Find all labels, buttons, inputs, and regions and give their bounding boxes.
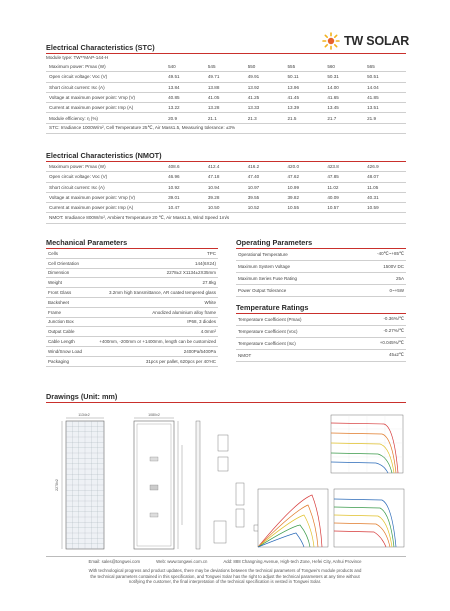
cell-value: 560 — [326, 62, 366, 72]
param-row — [236, 285, 406, 297]
param-key: Operational Temperature — [238, 251, 288, 257]
cell-value: 41.05 — [207, 92, 247, 102]
param-key: Weight — [48, 280, 62, 286]
cell-value: 50.51 — [366, 72, 406, 82]
param-row — [46, 259, 218, 269]
operating-title: Operating Parameters — [236, 238, 313, 247]
cell-value: 21.1 — [207, 113, 247, 123]
cell-value: 47.18 — [207, 172, 247, 182]
param-value: 4.0mm² — [200, 329, 216, 335]
cell-value: 426.9 — [366, 162, 406, 172]
table-row — [46, 82, 406, 92]
param-value: 25A — [395, 275, 404, 281]
param-key: Cells — [48, 250, 59, 256]
table-row — [46, 72, 406, 82]
cell-value: 21.9 — [366, 113, 406, 123]
cell-value: 565 — [366, 62, 406, 72]
table-row — [46, 203, 406, 213]
cell-value: 20.9 — [167, 113, 207, 123]
cell-value: 10.97 — [247, 182, 287, 192]
disclaimer-line: With technological progress and product updates, there may be deviations between the technical parameters of Tongwei's module products and — [88, 568, 362, 573]
cell-value: 408.6 — [167, 162, 207, 172]
param-row — [46, 327, 218, 337]
param-row — [46, 249, 218, 259]
param-value: 31pcs per pallet, 620pcs per 40'HC — [145, 358, 216, 364]
cell-value: 13.96 — [287, 82, 327, 92]
param-key: Junction Box — [48, 319, 74, 325]
param-key: Temperature Coefficient (Voc) — [238, 328, 298, 334]
iv-curve-chart-top — [331, 415, 403, 473]
stc-rule — [46, 53, 406, 54]
module-back-view — [134, 413, 182, 549]
disclaimer-line: notifying the customer, the final interpretation of the technical specification is vested in Tongwei Solar. — [128, 579, 322, 585]
param-key: Cable Length — [48, 339, 75, 345]
cell-value: 13.33 — [247, 103, 287, 113]
cell-value: 13.88 — [207, 82, 247, 92]
param-key: Cell Orientation — [48, 260, 80, 266]
table-note: NMOT: Irradiance 800W/m², Ambient Temperature 20 ℃, Air Mass1.5, Wind Speed 1m/s — [46, 213, 406, 223]
param-value: 27.8kg — [202, 280, 216, 286]
param-value: +0.045%/℃ — [379, 340, 404, 346]
cell-value: 39.28 — [207, 192, 247, 202]
param-row — [236, 261, 406, 273]
param-row — [236, 273, 406, 285]
cell-value: 41.65 — [326, 92, 366, 102]
footer-disclaimer — [0, 568, 450, 585]
cell-value: 540 — [167, 62, 207, 72]
cell-value: 40.09 — [326, 192, 366, 202]
cell-value: 10.55 — [287, 203, 327, 213]
iv-curve-chart-bottom — [334, 489, 404, 547]
param-key: Temperature Coefficient (Isc) — [238, 340, 296, 346]
row-label: Short circuit current: Isc (A) — [46, 82, 167, 92]
param-value: Anodized aluminium alloy frame — [152, 309, 216, 315]
cell-value: 39.55 — [247, 192, 287, 202]
cell-value: 40.31 — [366, 192, 406, 202]
temperature-list — [236, 314, 406, 362]
param-key: Temperature Coefficient (Pmax) — [238, 316, 302, 322]
cell-value: 21.7 — [326, 113, 366, 123]
cell-value: 49.71 — [207, 72, 247, 82]
cell-value: 41.45 — [287, 92, 327, 102]
param-row — [46, 347, 218, 357]
cell-value: 423.8 — [326, 162, 366, 172]
cell-value: 555 — [287, 62, 327, 72]
row-label: Voltage at maximum power point: Vmp (V) — [46, 192, 167, 202]
cell-value: 10.52 — [247, 203, 287, 213]
param-key: Frame — [48, 309, 62, 315]
nmot-table — [46, 162, 406, 224]
cell-value: 40.85 — [167, 92, 207, 102]
drawings-rule — [46, 402, 406, 403]
param-row — [236, 350, 406, 362]
param-value: -40℃~+85℃ — [377, 251, 404, 257]
param-value: 3.2mm high transmittance, AR coated tempered glass — [108, 290, 216, 296]
table-row — [46, 92, 406, 102]
param-value: 2400Pa/5400Pa — [183, 348, 216, 354]
param-value: +400mm, -200mm or +1400mm, length can be customized — [99, 339, 216, 345]
param-key: Backsheet — [48, 299, 70, 305]
table-row — [46, 162, 406, 172]
cell-value: 13.51 — [366, 103, 406, 113]
cell-value: 11.05 — [366, 182, 406, 192]
cell-value: 41.85 — [366, 92, 406, 102]
footer-contacts — [0, 559, 450, 564]
table-row — [46, 103, 406, 113]
temperature-title: Temperature Ratings — [236, 303, 309, 312]
table-row — [46, 192, 406, 202]
cell-value: 11.02 — [326, 182, 366, 192]
cell-value: 10.57 — [326, 203, 366, 213]
param-value: 0~+5W — [389, 287, 404, 293]
cell-value: 10.59 — [366, 203, 406, 213]
row-label: Open circuit voltage: Voc (V) — [46, 72, 167, 82]
cell-value: 39.82 — [287, 192, 327, 202]
param-value: TPC — [207, 250, 216, 256]
param-value: White — [204, 299, 216, 305]
drawings-title: Drawings (Unit: mm) — [46, 392, 118, 401]
param-row — [46, 318, 218, 328]
cell-value: 47.85 — [326, 172, 366, 182]
table-row — [46, 113, 406, 123]
param-row — [236, 249, 406, 261]
cell-value: 46.96 — [167, 172, 207, 182]
cell-value: 50.11 — [287, 72, 327, 82]
cell-value: 50.31 — [326, 72, 366, 82]
drawings-area — [46, 405, 406, 553]
table-row — [46, 62, 406, 72]
param-row — [46, 298, 218, 308]
stc-model-label: Module type: TW**MAP-144-H — [46, 55, 109, 60]
param-key: Maximum Series Fuse Rating — [238, 275, 298, 281]
footer-email: Email: sales@tongwei.com — [88, 559, 141, 564]
footer-address: Add: 888 Changning Avenue, High-tech Zone, Hefei City, Anhui Province — [223, 559, 362, 564]
cell-value: 48.07 — [366, 172, 406, 182]
param-row — [46, 308, 218, 318]
table-row — [46, 182, 406, 192]
cell-value: 21.3 — [247, 113, 287, 123]
stc-title: Electrical Characteristics (STC) — [46, 43, 155, 52]
row-label: Voltage at maximum power point: Vmp (V) — [46, 92, 167, 102]
param-value: 45±2℃ — [388, 352, 404, 358]
cell-value: 10.47 — [167, 203, 207, 213]
row-label: Module efficiency: η (%) — [46, 113, 167, 123]
param-value: 2278±2 X1134±2X35mm — [166, 270, 216, 276]
cell-value: 13.45 — [326, 103, 366, 113]
cell-value: 10.94 — [207, 182, 247, 192]
cell-value: 14.04 — [366, 82, 406, 92]
stc-table — [46, 62, 406, 134]
cell-value: 416.2 — [247, 162, 287, 172]
cell-value: 412.4 — [207, 162, 247, 172]
param-key: Output Cable — [48, 329, 75, 335]
param-row — [46, 269, 218, 279]
cell-value: 13.39 — [287, 103, 327, 113]
table-note: STC: Irradiance 1000W/m², Cell Temperature 25℃, Air Mass1.5, Measuring tolerance: ±3% — [46, 123, 406, 133]
cell-value: 550 — [247, 62, 287, 72]
cell-value: 49.51 — [167, 72, 207, 82]
row-label: Open circuit voltage: Voc (V) — [46, 172, 167, 182]
cell-value: 14.00 — [326, 82, 366, 92]
cell-value: 49.91 — [247, 72, 287, 82]
param-value: -0.27%/℃ — [383, 328, 404, 334]
operating-list — [236, 249, 406, 297]
param-key: Dimension — [48, 270, 70, 276]
cell-value: 39.01 — [167, 192, 207, 202]
dim-width-label: 1134±2 — [78, 413, 90, 417]
param-key: Power Output Tolerance — [238, 287, 287, 293]
row-label: Maximum power: Pmax (W) — [46, 62, 167, 72]
mechanical-list — [46, 249, 218, 367]
module-front-view — [55, 413, 104, 549]
param-key: Packaging — [48, 358, 70, 364]
footer-web: Web: www.tongwei.com.cn — [156, 559, 208, 564]
table-row — [46, 172, 406, 182]
cell-value: 545 — [207, 62, 247, 72]
nmot-title: Electrical Characteristics (NMOT) — [46, 151, 162, 160]
cell-value: 10.50 — [207, 203, 247, 213]
param-value: 144(6X24) — [194, 260, 216, 266]
param-key: Front Glass — [48, 290, 72, 296]
table-note-row — [46, 123, 406, 133]
footer-rule — [46, 556, 406, 557]
disclaimer-line: the technical parameters contained in this specification, and Tongwei Solar has the right to adjust the technical parameters at any time without — [90, 573, 360, 579]
param-row — [236, 338, 406, 350]
cell-value: 47.62 — [287, 172, 327, 182]
cell-value: 13.84 — [167, 82, 207, 92]
cell-value: 13.92 — [247, 82, 287, 92]
cell-value: 13.28 — [207, 103, 247, 113]
param-key: Wind/Snow Load — [48, 348, 83, 354]
row-label: Short circuit current: Isc (A) — [46, 182, 167, 192]
cell-value: 41.25 — [247, 92, 287, 102]
row-label: Current at maximum power point: Imp (A) — [46, 203, 167, 213]
row-label: Current at maximum power point: Imp (A) — [46, 103, 167, 113]
dim-frame-label: 1080±2 — [148, 413, 160, 417]
param-value: 1500V DC — [383, 263, 404, 269]
table-note-row — [46, 213, 406, 223]
row-label: Maximum power: Pmax (W) — [46, 162, 167, 172]
cell-value: 47.40 — [247, 172, 287, 182]
param-row — [236, 314, 406, 326]
cell-value: 13.22 — [167, 103, 207, 113]
param-value: IP68, 3 diodes — [187, 319, 216, 325]
cell-value: 10.92 — [167, 182, 207, 192]
cell-value: 420.0 — [287, 162, 327, 172]
mechanical-title: Mechanical Parameters — [46, 238, 128, 247]
cell-value: 21.5 — [287, 113, 327, 123]
param-row — [236, 326, 406, 338]
param-row — [46, 288, 218, 298]
param-row — [46, 278, 218, 288]
param-row — [46, 337, 218, 347]
brand-logo — [322, 31, 434, 51]
dim-length-label: 2278±2 — [55, 479, 59, 491]
sun-logo-icon — [322, 32, 340, 50]
cell-value: 10.99 — [287, 182, 327, 192]
param-key: Maximum System Voltage — [238, 263, 291, 269]
param-row — [46, 357, 218, 367]
brand-name: TW SOLAR — [344, 34, 410, 48]
param-key: NMOT — [238, 352, 252, 358]
power-voltage-chart — [258, 489, 328, 547]
param-value: -0.36%/℃ — [383, 316, 404, 322]
